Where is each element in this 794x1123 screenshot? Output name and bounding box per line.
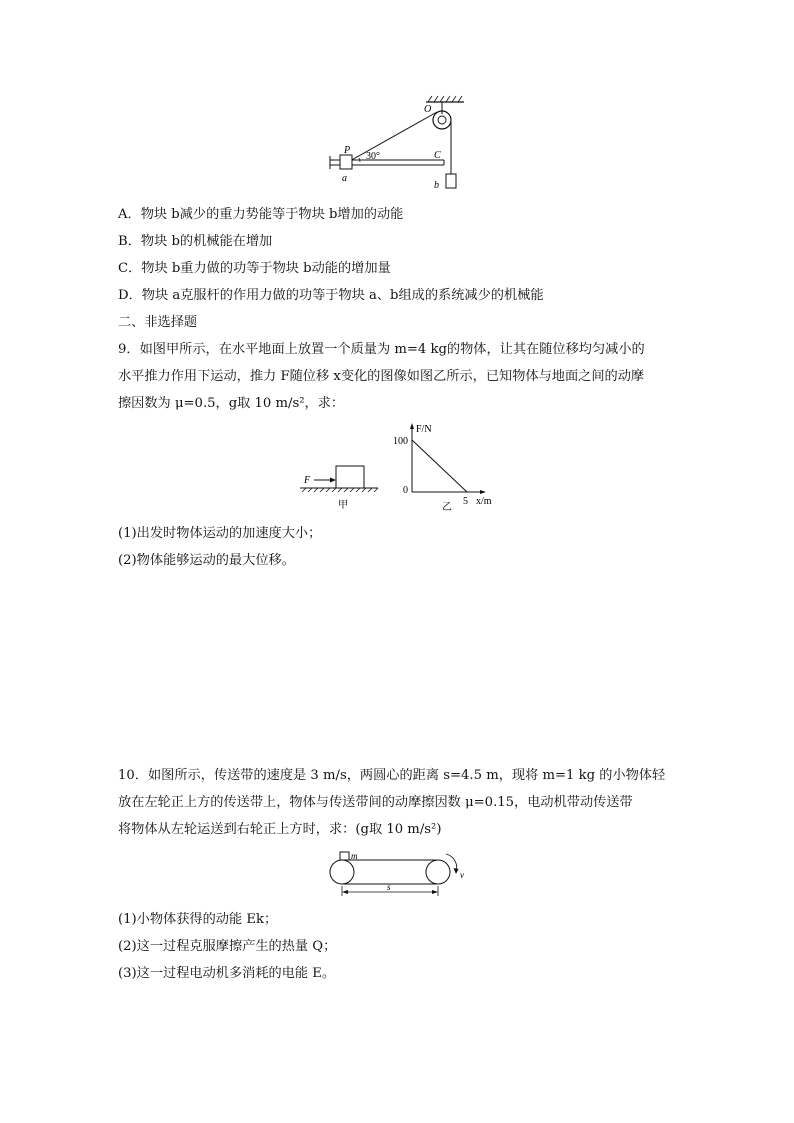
label-a: a [342, 173, 347, 184]
option-a: A．物块 b减少的重力势能等于物块 b增加的动能 [118, 207, 404, 222]
q10-sub3: (3)这一过程电动机多消耗的电能 E。 [118, 966, 336, 981]
q10-sub1: (1)小物体获得的动能 Ek； [118, 912, 278, 927]
q9-line3: 擦因数为 μ=0.5，g取 10 m/s²，求： [118, 396, 345, 411]
figure-yi-chart [390, 420, 510, 512]
label-o: O [424, 104, 432, 115]
figure-jia [300, 458, 382, 510]
q10-line2: 放在左轮正上方的传送带上，物体与传送带间的动摩擦因数 μ=0.15，电动机带动传送带 [118, 795, 633, 810]
pulley-figure [320, 92, 470, 194]
origin-label: 0 [403, 485, 408, 496]
caption-jia: 甲 [338, 500, 348, 510]
x-tick-5: 5 [463, 496, 468, 507]
q10-line3: 将物体从左轮运送到右轮正上方时，求：(g取 10 m/s²) [118, 822, 442, 837]
y-tick-100: 100 [393, 436, 408, 447]
q10-line1: 10．如图所示，传送带的速度是 3 m/s，两圆心的距离 s=4.5 m，现将 m=1 kg 的小物体轻 [118, 768, 666, 783]
option-b: B．物块 b的机械能在增加 [118, 234, 273, 249]
section-title: 二、非选择题 [118, 315, 198, 330]
force-line [412, 440, 467, 492]
x-axis-label: x/m [476, 496, 492, 507]
option-d: D．物块 a克服杆的作用力做的功等于物块 a、b组成的系统减少的机械能 [118, 288, 544, 303]
force-label-f: F [304, 475, 311, 486]
angle-label: 30° [366, 151, 380, 162]
q10-sub2: (2)这一过程克服摩擦产生的热量 Q； [118, 939, 337, 954]
conveyor-figure [322, 848, 472, 900]
y-axis-label: F/N [416, 424, 432, 435]
velocity-label: v [460, 870, 464, 880]
mass-label: m [351, 851, 358, 861]
option-c: C．物块 b重力做的功等于物块 b动能的增加量 [118, 261, 391, 276]
caption-yi: 乙 [442, 502, 452, 512]
q9-line2: 水平推力作用下运动，推力 F随位移 x变化的图像如图乙所示，已知物体与地面之间的动摩 [118, 369, 645, 384]
distance-label: s [387, 882, 391, 892]
label-c: C [434, 150, 441, 161]
label-b: b [434, 180, 439, 191]
label-p: P [344, 145, 351, 156]
q9-line1: 9．如图甲所示，在水平地面上放置一个质量为 m=4 kg的物体，让其在随位移均匀减小的 [118, 342, 645, 357]
q9-sub2: (2)物体能够运动的最大位移。 [118, 553, 295, 568]
q9-sub1: (1)出发时物体运动的加速度大小； [118, 526, 322, 541]
